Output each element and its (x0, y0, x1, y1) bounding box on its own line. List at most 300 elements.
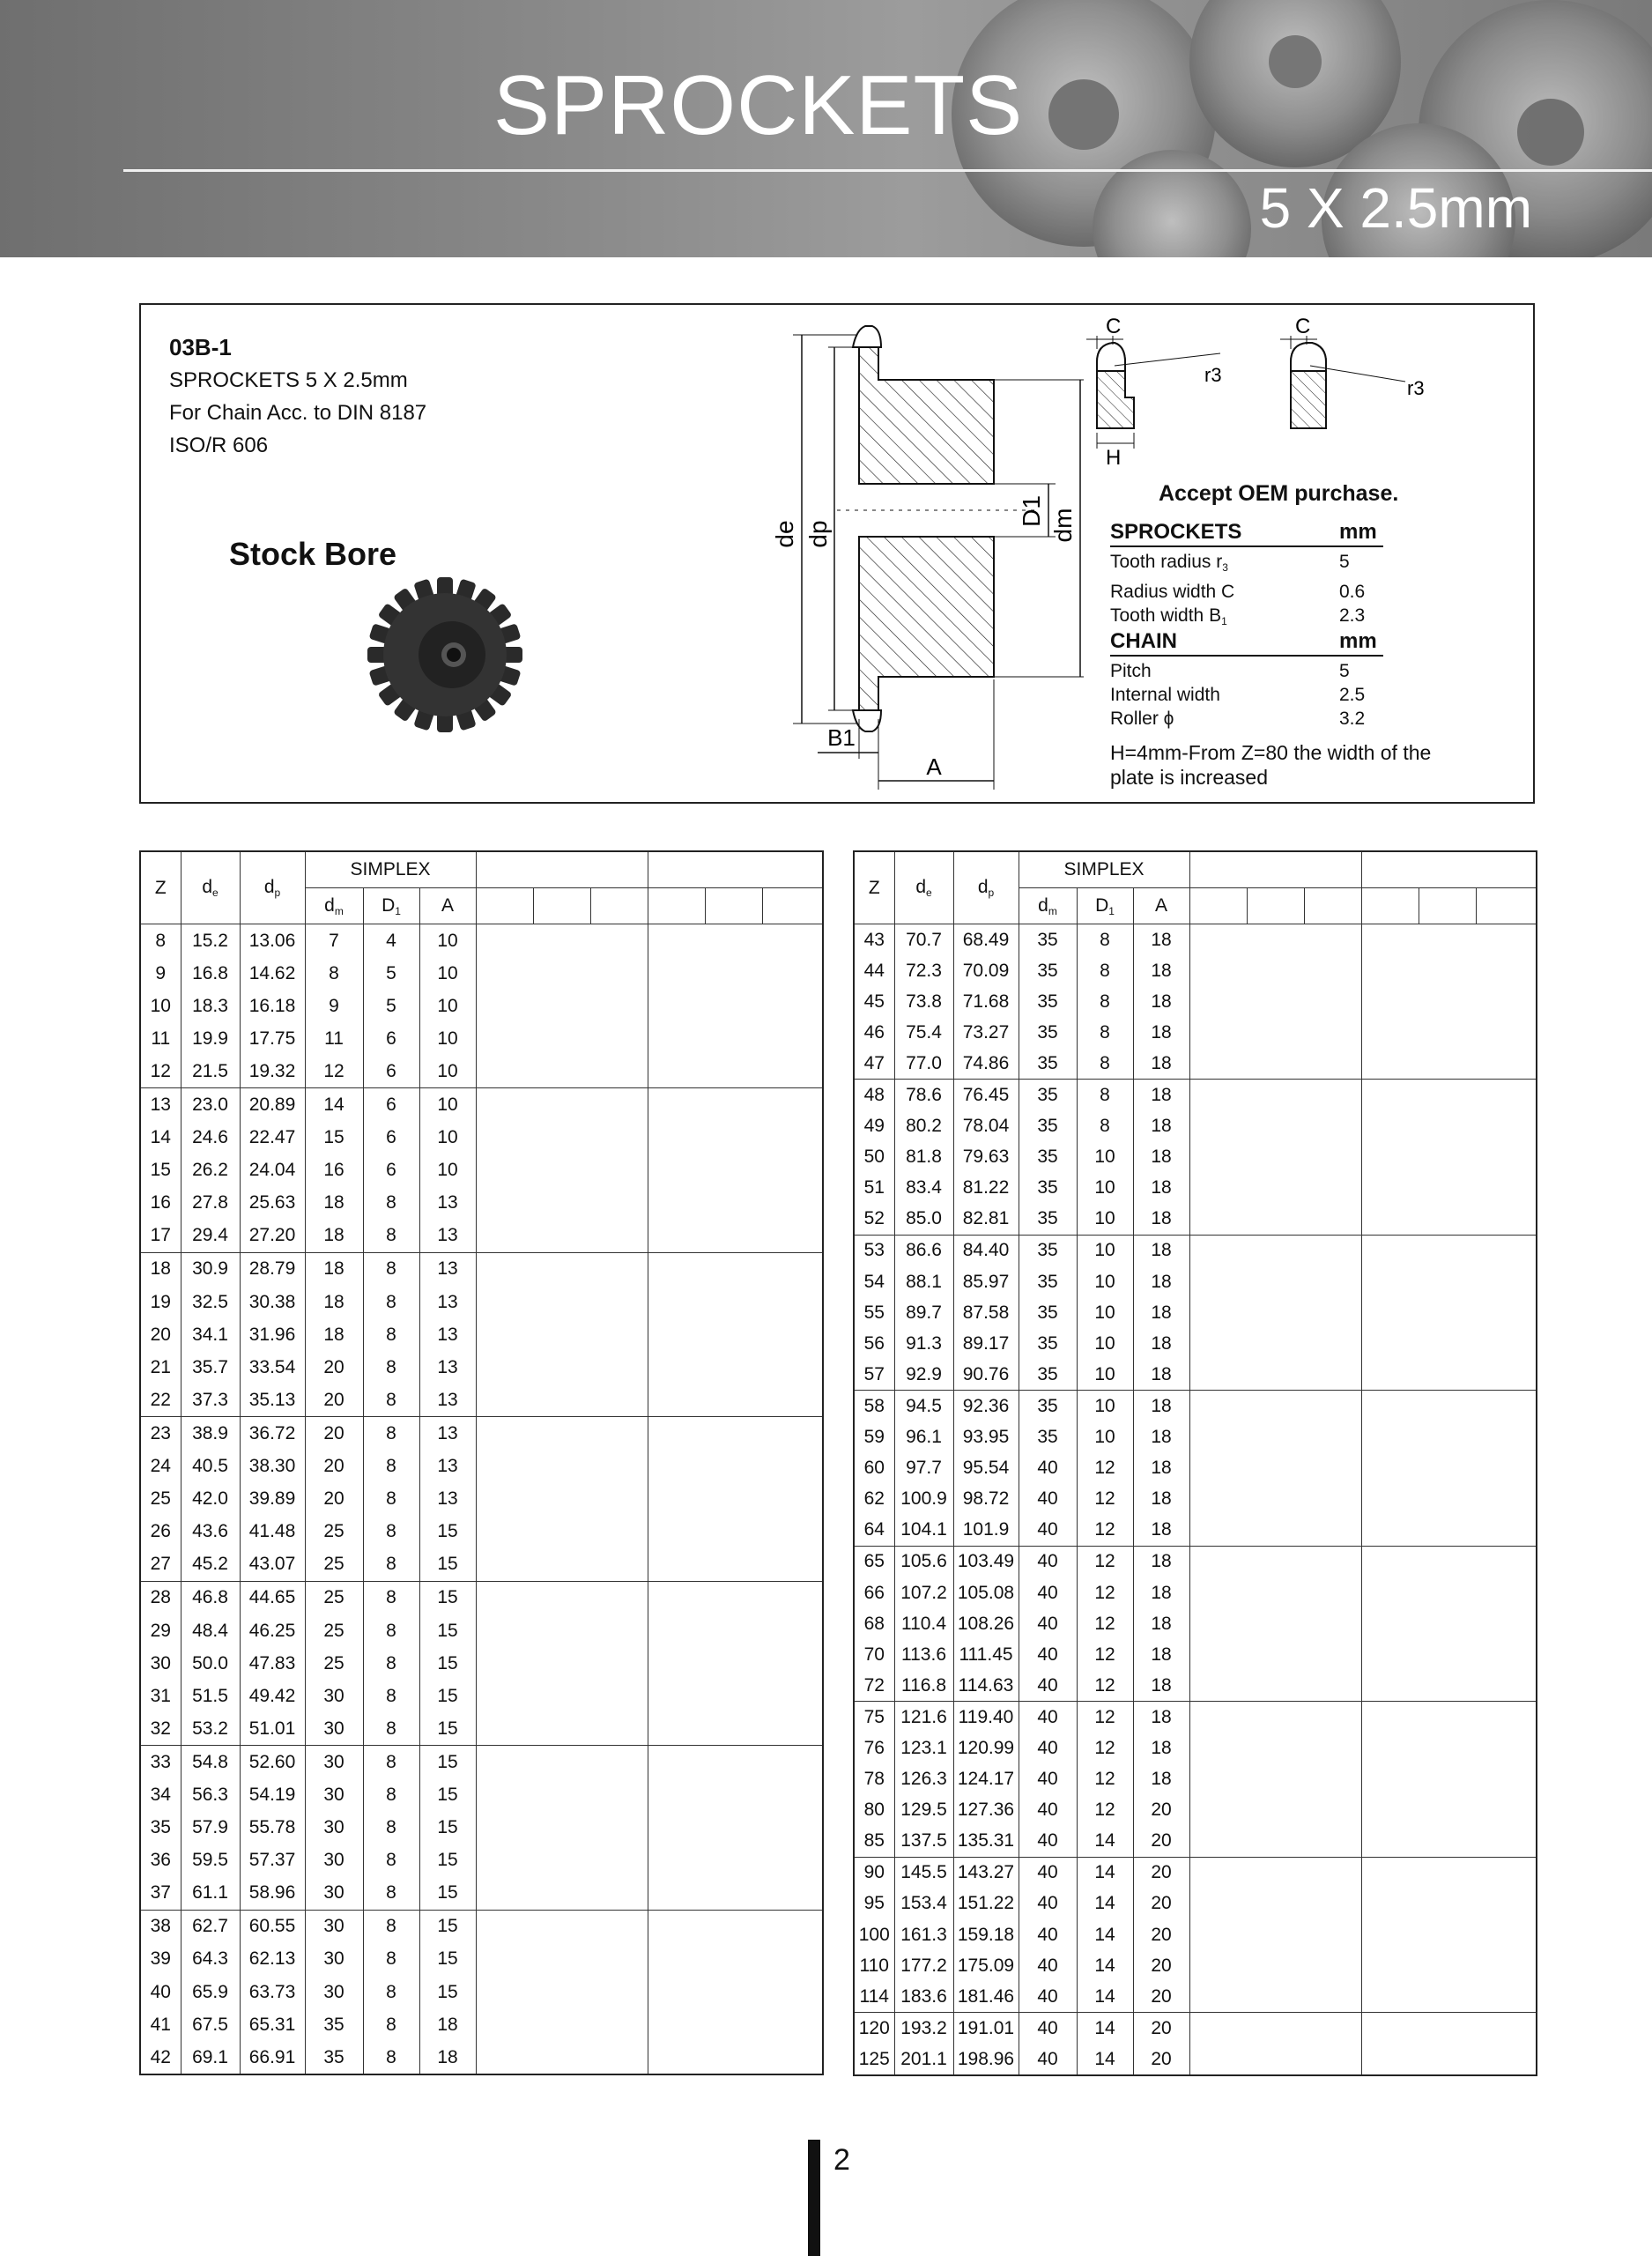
empty-cell (705, 1712, 762, 1746)
empty-cell (648, 1844, 705, 1877)
empty-cell (1361, 1889, 1419, 1919)
dm-cell: 40 (1019, 1795, 1077, 1826)
table-row (854, 2013, 1537, 2044)
empty-cell (1361, 1235, 1419, 1266)
empty-cell (1304, 1359, 1361, 1391)
empty-cell (1419, 1577, 1476, 1608)
r3-label: r3 (1204, 364, 1222, 386)
empty-cell (705, 2041, 762, 2074)
empty-cell (1419, 1173, 1476, 1204)
empty-cell (533, 1055, 590, 1088)
empty-cell (648, 1022, 705, 1055)
d1-cell: 8 (363, 1286, 419, 1318)
empty-cell (648, 1088, 705, 1122)
empty-cell (762, 1812, 823, 1844)
dm-cell: 35 (305, 2041, 363, 2074)
empty-cell (533, 1844, 590, 1877)
empty-cell (533, 1351, 590, 1384)
empty-cell (1361, 1017, 1419, 1048)
dm-cell: 40 (1019, 1484, 1077, 1515)
empty-cell (1247, 1111, 1304, 1142)
z-cell: 29 (140, 1614, 181, 1647)
d1-cell: 8 (363, 1812, 419, 1844)
dm-cell: 35 (1019, 1111, 1077, 1142)
d1-cell: 8 (363, 1417, 419, 1451)
empty-cell (1247, 1608, 1304, 1639)
empty-cell (1361, 1297, 1419, 1328)
de-cell: 201.1 (894, 2044, 953, 2075)
empty-cell (590, 1154, 648, 1187)
empty-cell (1476, 1919, 1537, 1950)
empty-cell (1247, 1919, 1304, 1950)
de-cell: 18.3 (181, 990, 240, 1022)
dp-cell: 135.31 (953, 1826, 1019, 1858)
a-cell: 15 (419, 1976, 476, 2008)
z-cell: 47 (854, 1048, 894, 1080)
empty-cell (1247, 1484, 1304, 1515)
a-cell: 18 (1133, 986, 1189, 1017)
empty-cell (590, 1252, 648, 1286)
dp-cell: 63.73 (240, 1976, 305, 2008)
empty-cell (1247, 1017, 1304, 1048)
a-cell: 15 (419, 1877, 476, 1911)
empty-cell (1189, 1795, 1247, 1826)
empty-cell (590, 1614, 648, 1647)
empty-cell (762, 1778, 823, 1811)
empty-cell (476, 1154, 533, 1187)
empty-cell (1189, 1702, 1247, 1733)
empty-cell (1419, 1889, 1476, 1919)
a-cell: 20 (1133, 1889, 1189, 1919)
empty-cell (1476, 1080, 1537, 1111)
dm-cell: 30 (305, 1910, 363, 1943)
a-cell: 10 (419, 990, 476, 1022)
table-row (140, 1220, 823, 1253)
d1-cell: 14 (1077, 1981, 1133, 2013)
a-cell: 20 (1133, 1919, 1189, 1950)
a-cell: 15 (419, 1844, 476, 1877)
de-cell: 40.5 (181, 1451, 240, 1483)
empty-cell (648, 1877, 705, 1911)
a-cell: 15 (419, 1581, 476, 1614)
table-row (140, 1516, 823, 1548)
table-row (140, 1976, 823, 2008)
empty-cell (762, 1483, 823, 1516)
empty-cell (705, 1812, 762, 1844)
table-row (854, 1608, 1537, 1639)
a-cell: 20 (1133, 1826, 1189, 1858)
empty-cell (648, 1122, 705, 1154)
empty-cell (762, 2041, 823, 2074)
empty-cell (1476, 1453, 1537, 1484)
d1-label: D1 (1018, 495, 1045, 527)
empty-cell (1476, 1702, 1537, 1733)
empty-cell (648, 1351, 705, 1384)
empty-cell (1304, 2013, 1361, 2044)
z-cell: 75 (854, 1702, 894, 1733)
d1-cell: 8 (1077, 1017, 1133, 1048)
empty-cell (705, 1614, 762, 1647)
c-label: C (1106, 315, 1122, 338)
a-cell: 15 (419, 1943, 476, 1976)
dp-cell: 35.13 (240, 1384, 305, 1417)
empty-cell (1247, 924, 1304, 956)
empty-cell (476, 1088, 533, 1122)
empty-cell (1304, 1826, 1361, 1858)
a-cell: 15 (419, 1910, 476, 1943)
empty-cell (648, 1614, 705, 1647)
empty-cell (1419, 1733, 1476, 1763)
empty-cell (762, 2008, 823, 2041)
z-cell: 120 (854, 2013, 894, 2044)
empty-cell (476, 1187, 533, 1220)
dp-cell: 101.9 (953, 1515, 1019, 1547)
de-cell: 59.5 (181, 1844, 240, 1877)
empty-cell (1247, 1080, 1304, 1111)
z-cell: 31 (140, 1680, 181, 1712)
dp-cell: 124.17 (953, 1764, 1019, 1795)
d1-cell: 8 (363, 1778, 419, 1811)
empty-cell (762, 1022, 823, 1055)
empty-cell (476, 1778, 533, 1811)
d1-cell: 8 (1077, 986, 1133, 1017)
empty-cell (1247, 1142, 1304, 1173)
z-cell: 76 (854, 1733, 894, 1763)
a-cell: 18 (1133, 1328, 1189, 1359)
dp-cell: 28.79 (240, 1252, 305, 1286)
table-row (854, 1359, 1537, 1391)
z-cell: 9 (140, 957, 181, 990)
dm-cell: 35 (1019, 955, 1077, 986)
empty-cell (762, 1187, 823, 1220)
empty-cell (1361, 1702, 1419, 1733)
empty-cell (648, 1647, 705, 1680)
de-cell: 161.3 (894, 1919, 953, 1950)
empty-cell (1419, 1142, 1476, 1173)
dm-cell: 40 (1019, 2013, 1077, 2044)
z-cell: 80 (854, 1795, 894, 1826)
de-cell: 116.8 (894, 1670, 953, 1702)
de-cell: 91.3 (894, 1328, 953, 1359)
z-cell: 68 (854, 1608, 894, 1639)
d1-cell: 8 (363, 1877, 419, 1911)
de-cell: 54.8 (181, 1746, 240, 1779)
empty-cell (476, 1647, 533, 1680)
z-cell: 53 (854, 1235, 894, 1266)
empty-cell (590, 1976, 648, 2008)
empty-cell (1419, 1857, 1476, 1889)
d1-cell: 8 (363, 2041, 419, 2074)
dm-cell: 15 (305, 1122, 363, 1154)
empty-cell (1247, 1670, 1304, 1702)
z-cell: 32 (140, 1712, 181, 1746)
empty-cell (648, 1286, 705, 1318)
empty-cell (1476, 2013, 1537, 2044)
empty-cell (1476, 1422, 1537, 1453)
dm-cell: 16 (305, 1154, 363, 1187)
z-cell: 65 (854, 1546, 894, 1577)
table-row (854, 1764, 1537, 1795)
empty-cell (1304, 1048, 1361, 1080)
z-cell: 56 (854, 1328, 894, 1359)
de-cell: 85.0 (894, 1204, 953, 1236)
empty-cell (1247, 1733, 1304, 1763)
d1-cell: 14 (1077, 1826, 1133, 1858)
dp-cell: 66.91 (240, 2041, 305, 2074)
dp-cell: 22.47 (240, 1122, 305, 1154)
a-cell: 20 (1133, 1795, 1189, 1826)
a-cell: 18 (1133, 1422, 1189, 1453)
empty-cell (1419, 1266, 1476, 1297)
empty-cell (762, 924, 823, 958)
empty-cell (476, 1976, 533, 2008)
empty-cell (590, 1384, 648, 1417)
empty-cell (590, 1451, 648, 1483)
d1-cell: 10 (1077, 1297, 1133, 1328)
table-row (140, 990, 823, 1022)
empty-cell (1361, 1359, 1419, 1391)
a-cell: 18 (1133, 1670, 1189, 1702)
dp-cell: 98.72 (953, 1484, 1019, 1515)
empty-cell (762, 1976, 823, 2008)
z-cell: 21 (140, 1351, 181, 1384)
table-row (854, 1235, 1537, 1266)
de-cell: 57.9 (181, 1812, 240, 1844)
dp-cell: 46.25 (240, 1614, 305, 1647)
dm-cell: 20 (305, 1483, 363, 1516)
empty-cell (1419, 1111, 1476, 1142)
d1-cell: 12 (1077, 1484, 1133, 1515)
z-cell: 30 (140, 1647, 181, 1680)
dm-cell: 40 (1019, 1702, 1077, 1733)
empty-cell (1476, 1733, 1537, 1763)
empty-cell (533, 1778, 590, 1811)
empty-cell (1304, 1608, 1361, 1639)
empty-cell (1361, 1981, 1419, 2013)
empty-cell (762, 1844, 823, 1877)
empty-cell (1419, 1639, 1476, 1670)
dm-cell: 18 (305, 1220, 363, 1253)
empty-cell (1361, 1857, 1419, 1889)
empty-cell (590, 1943, 648, 1976)
empty-cell (1189, 955, 1247, 986)
empty-cell (762, 1154, 823, 1187)
z-cell: 70 (854, 1639, 894, 1670)
de-cell: 34.1 (181, 1318, 240, 1351)
empty-cell (1304, 1795, 1361, 1826)
dp-cell: 74.86 (953, 1048, 1019, 1080)
d1-cell: 8 (363, 1976, 419, 2008)
dm-cell: 35 (1019, 1266, 1077, 1297)
page-title: SPROCKETS (493, 58, 1024, 152)
de-label: de (771, 520, 798, 548)
spec-value: 5 (1339, 661, 1350, 681)
dp-cell: 65.31 (240, 2008, 305, 2041)
table-row (140, 1778, 823, 1811)
empty-cell (533, 1286, 590, 1318)
dm-cell: 35 (1019, 986, 1077, 1017)
oem-notice: Accept OEM purchase. (1159, 481, 1399, 506)
z-cell: 24 (140, 1451, 181, 1483)
empty-cell (1476, 1515, 1537, 1547)
empty-cell (1419, 1017, 1476, 1048)
empty-cell (1361, 1142, 1419, 1173)
empty-cell (476, 1252, 533, 1286)
dimension-table-left (139, 850, 824, 2075)
dm-cell: 40 (1019, 1919, 1077, 1950)
de-cell: 183.6 (894, 1981, 953, 2013)
empty-cell (705, 1022, 762, 1055)
de-cell: 88.1 (894, 1266, 953, 1297)
dm-cell: 40 (1019, 1515, 1077, 1547)
empty-cell (762, 1055, 823, 1088)
empty-cell (1419, 1453, 1476, 1484)
z-header: Z (140, 851, 181, 924)
d1-cell: 8 (1077, 1111, 1133, 1142)
empty-cell (1247, 1546, 1304, 1577)
de-cell: 35.7 (181, 1351, 240, 1384)
table-row (140, 1022, 823, 1055)
spec-value: 2.3 (1339, 605, 1366, 626)
empty-cell (533, 1483, 590, 1516)
dm-cell: 30 (305, 1712, 363, 1746)
empty-cell (533, 1022, 590, 1055)
table-row (140, 1614, 823, 1647)
a-label: A (926, 753, 942, 780)
empty-cell (533, 1187, 590, 1220)
empty-cell (533, 1680, 590, 1712)
z-cell: 12 (140, 1055, 181, 1088)
empty-cell (1361, 955, 1419, 986)
empty-cell (1247, 1297, 1304, 1328)
a-cell: 18 (1133, 1484, 1189, 1515)
empty-cell (648, 1516, 705, 1548)
spec-label: Pitch (1110, 661, 1152, 681)
a-cell: 20 (1133, 1981, 1189, 2013)
empty-cell (476, 1746, 533, 1779)
empty-cell (1361, 1453, 1419, 1484)
empty-cell (1476, 1111, 1537, 1142)
z-cell: 34 (140, 1778, 181, 1811)
header-banner (0, 0, 1652, 257)
a-cell: 18 (1133, 1173, 1189, 1204)
empty-cell (1361, 1733, 1419, 1763)
d1-cell: 8 (363, 1483, 419, 1516)
a-cell: 18 (419, 2008, 476, 2041)
de-cell: 38.9 (181, 1417, 240, 1451)
empty-cell (533, 1712, 590, 1746)
d1-cell: 10 (1077, 1422, 1133, 1453)
empty-cell (1361, 1826, 1419, 1858)
empty-cell (762, 1746, 823, 1779)
de-cell: 27.8 (181, 1187, 240, 1220)
table-row (854, 1670, 1537, 1702)
chain-spec-table (1110, 629, 1383, 731)
table-row (140, 957, 823, 990)
empty-cell (705, 1187, 762, 1220)
empty-cell (1476, 1391, 1537, 1422)
dm-cell: 30 (305, 1943, 363, 1976)
empty-cell (476, 957, 533, 990)
empty-cell (1247, 1048, 1304, 1080)
z-cell: 64 (854, 1515, 894, 1547)
d1-cell: 12 (1077, 1702, 1133, 1733)
empty-cell (648, 1712, 705, 1746)
dp-cell: 41.48 (240, 1516, 305, 1548)
d1-cell: 8 (363, 2008, 419, 2041)
table-row (854, 955, 1537, 986)
a-cell: 20 (1133, 2013, 1189, 2044)
empty-cell (1247, 1359, 1304, 1391)
table-row (854, 1795, 1537, 1826)
dm-cell: 8 (305, 957, 363, 990)
empty-cell (476, 1318, 533, 1351)
empty-cell (705, 1252, 762, 1286)
z-cell: 100 (854, 1919, 894, 1950)
table-row (140, 1451, 823, 1483)
d1-cell: 8 (363, 1581, 419, 1614)
dm-cell: 40 (1019, 1670, 1077, 1702)
a-cell: 15 (419, 1680, 476, 1712)
d1-cell: 12 (1077, 1795, 1133, 1826)
z-cell: 62 (854, 1484, 894, 1515)
d1-cell: 12 (1077, 1608, 1133, 1639)
empty-cell (533, 2041, 590, 2074)
a-cell: 18 (1133, 1111, 1189, 1142)
dp-cell: 62.13 (240, 1943, 305, 1976)
dp-cell: 111.45 (953, 1639, 1019, 1670)
empty-cell (590, 1055, 648, 1088)
empty-cell (648, 1220, 705, 1253)
table-row (854, 1017, 1537, 1048)
dm-cell: 40 (1019, 1608, 1077, 1639)
empty-cell (762, 990, 823, 1022)
empty-cell (476, 1351, 533, 1384)
de-cell: 15.2 (181, 924, 240, 958)
dp-cell: 57.37 (240, 1844, 305, 1877)
empty-cell (1304, 1857, 1361, 1889)
empty-cell (590, 1680, 648, 1712)
empty-cell (1304, 1577, 1361, 1608)
table-row (140, 1712, 823, 1746)
empty-cell (476, 1844, 533, 1877)
spec-label: Internal width (1110, 685, 1220, 705)
z-cell: 110 (854, 1950, 894, 1981)
empty-cell (648, 957, 705, 990)
empty-cell (1189, 1484, 1247, 1515)
d1-cell: 14 (1077, 1857, 1133, 1889)
a-cell: 20 (1133, 1950, 1189, 1981)
d1-cell: 8 (363, 1252, 419, 1286)
d1-cell: 14 (1077, 1889, 1133, 1919)
simplex-header: SIMPLEX (305, 851, 476, 888)
empty-cell (705, 924, 762, 958)
z-cell: 19 (140, 1286, 181, 1318)
dm-cell: 40 (1019, 1981, 1077, 2013)
empty-cell (1189, 986, 1247, 1017)
dp-cell: 14.62 (240, 957, 305, 990)
empty-cell (1361, 1670, 1419, 1702)
empty-cell (705, 1516, 762, 1548)
empty-cell (1419, 1080, 1476, 1111)
table-row (140, 1548, 823, 1582)
empty-cell (705, 990, 762, 1022)
d1-cell: 8 (363, 1844, 419, 1877)
empty-cell (762, 1548, 823, 1582)
a-cell: 18 (1133, 1391, 1189, 1422)
empty-cell (1476, 1328, 1537, 1359)
a-cell: 15 (419, 1778, 476, 1811)
